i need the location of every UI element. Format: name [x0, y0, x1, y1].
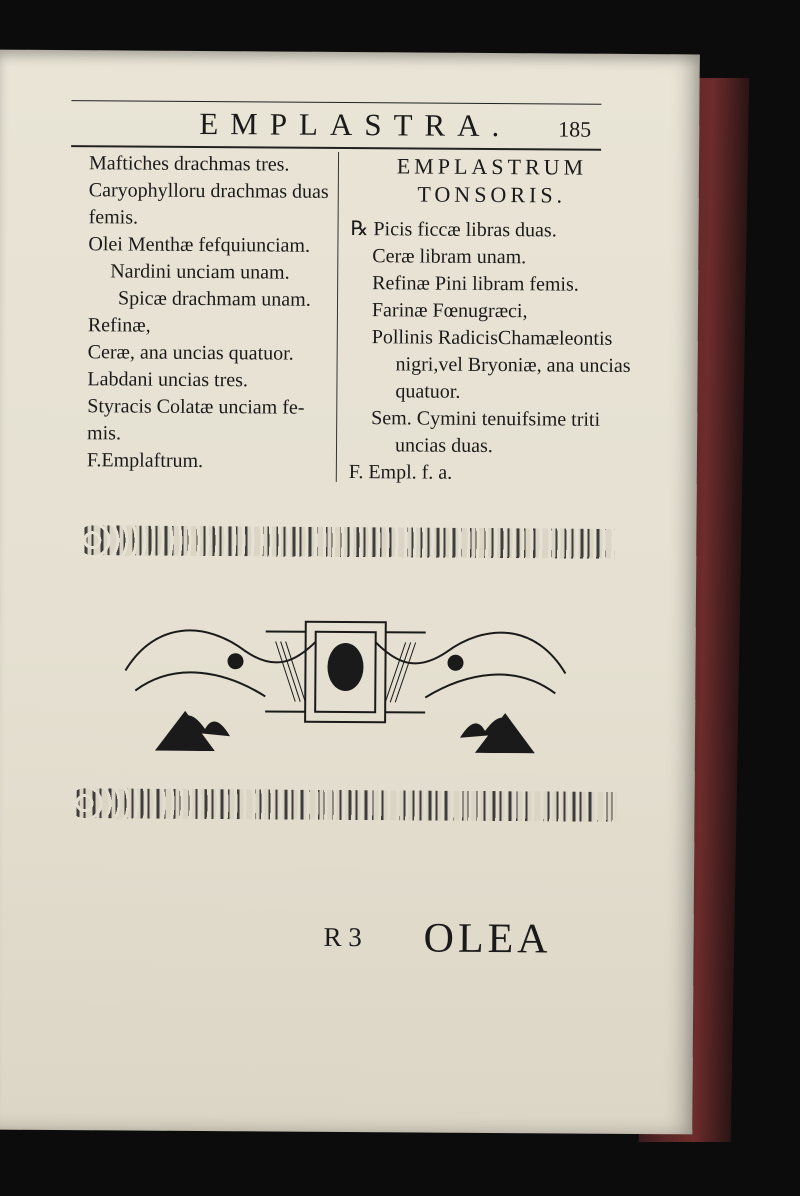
- ornament-border-band: [84, 525, 614, 559]
- recipe-line: Refinæ Pini libram femis.: [372, 272, 579, 296]
- recipe-line: Pollinis RadicisChamæleontis: [371, 326, 613, 350]
- recipe-line: Spicæ drachmam unam.: [117, 287, 311, 311]
- recipe-line: Labdani uncias tres.: [87, 368, 249, 392]
- recipe-line: femis.: [88, 206, 139, 229]
- left-column: [87, 150, 329, 476]
- ornament-border-band: [76, 788, 616, 822]
- page-number: 185: [558, 116, 592, 142]
- recipe-line: Maftiches drachmas tres.: [88, 152, 290, 176]
- recipe-line: F. Empl. f. a.: [348, 461, 453, 484]
- recipe-line: Sem. Cymini tenuifsime triti: [371, 407, 601, 431]
- recipe-line: Refinæ,: [87, 314, 151, 337]
- recipe-line: F.Emplaftrum.: [86, 449, 204, 472]
- running-title: EMPLASTRA.: [199, 105, 512, 144]
- recipe-line: Ceræ libram unam.: [372, 245, 527, 269]
- running-head: [71, 100, 601, 151]
- recipe-line: Caryophylloru drachmas duas: [88, 179, 329, 203]
- recipe-line: nigri,vel Bryoniæ, ana uncias: [395, 353, 631, 377]
- signature-mark: R 3: [323, 921, 362, 953]
- woodcut-vignette: [115, 600, 576, 753]
- recipe-line: Styracis Colatæ unciam fe-: [87, 395, 305, 419]
- recipe-line: Nardini unciam unam.: [110, 260, 290, 284]
- column-rule: [336, 152, 339, 482]
- recipe-line: Ceræ, ana uncias quatuor.: [87, 341, 294, 365]
- recipe-line: quatuor.: [395, 380, 461, 403]
- recipe-line: uncias duas.: [394, 434, 493, 458]
- recipe-subheading: TONSORIS.: [417, 181, 567, 208]
- recipe-line: ℞ Picis ficcæ libras duas.: [350, 218, 557, 242]
- recipe-line: Olei Menthæ fefquiunciam.: [88, 233, 311, 257]
- right-column: [349, 152, 633, 488]
- catchword: OLEA: [423, 915, 552, 963]
- book-page: [0, 50, 700, 1135]
- recipe-line: mis.: [87, 422, 122, 445]
- recipe-heading: EMPLASTRUM: [396, 153, 588, 180]
- recipe-line: Farinæ Fœnugræci,: [371, 299, 528, 323]
